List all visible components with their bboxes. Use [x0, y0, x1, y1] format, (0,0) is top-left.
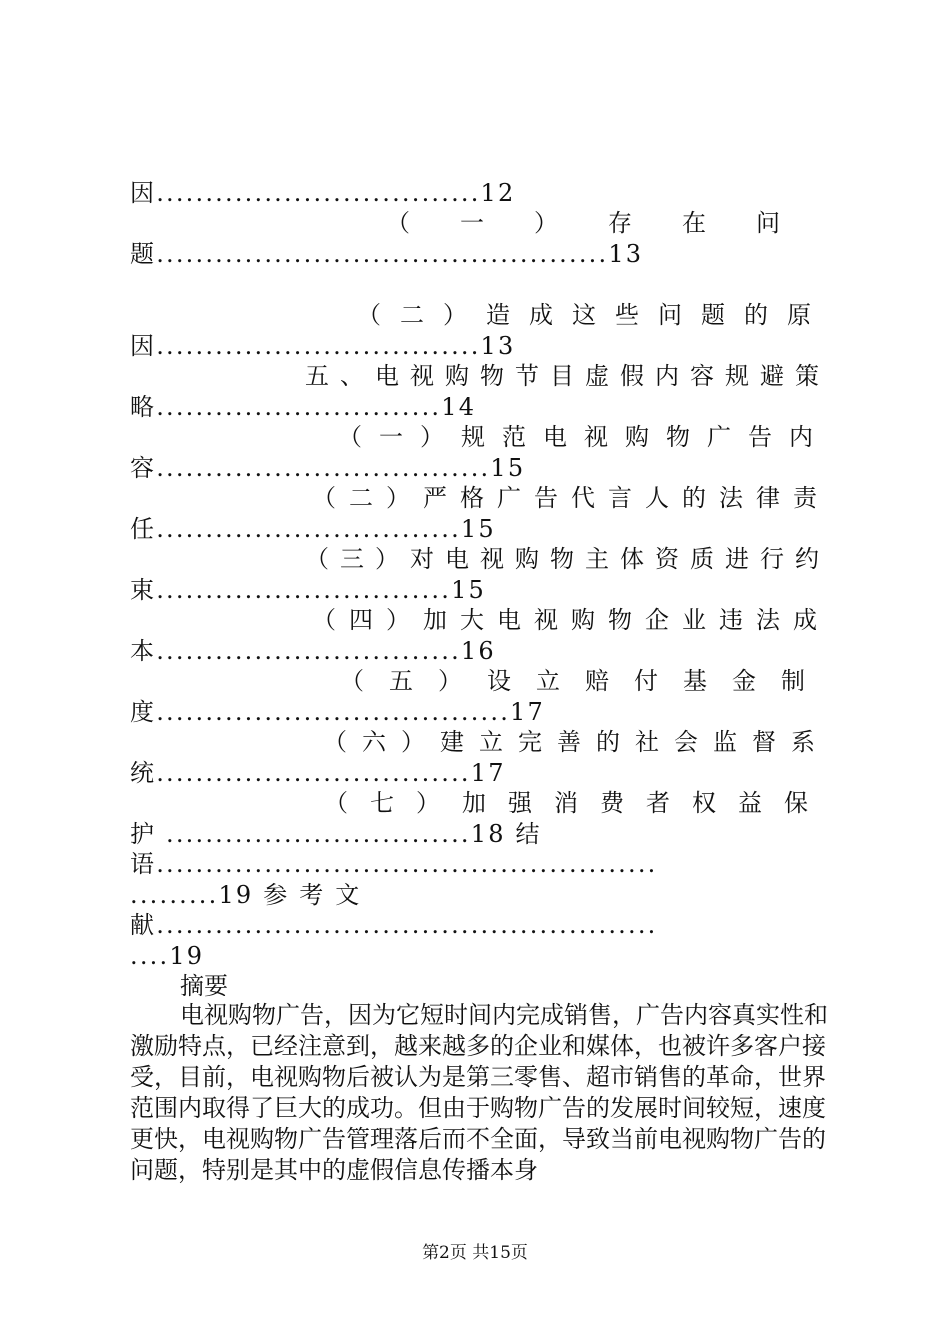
toc-line-text: 容..................................15 [130, 454, 526, 482]
toc-line [130, 908, 830, 942]
toc-line-text: 统................................17 [130, 759, 506, 787]
toc-entry-title: （三）对电视购物主体资质进行约 [305, 545, 830, 573]
abstract-paragraph: 电视购物广告，因为它短时间内完成销售，广告内容真实性和激励特点，已经注意到，越来越多的企业和媒体，也被许多客户接受，目前，电视购物后被认为是第三零售、超市销售的革命，世界范围内取得了巨大的成功。但由于购物广告的发展时间较短，速度更快，电视购物广告管理落后而不全面，导致当前电视购物广告的问题，特别是其中的虚假信息传播本身 [130, 1001, 828, 1184]
toc-line [130, 237, 830, 271]
toc-line-text: 束..............................15 [130, 576, 487, 604]
toc-line-text: .........19 参 考 文 [130, 881, 362, 909]
toc-line-text: 度....................................17 [130, 698, 545, 726]
toc-line-text: 题..............................................13 [130, 240, 644, 268]
toc-line-text: 因.................................13 [130, 332, 516, 360]
toc-line [130, 390, 830, 424]
toc-entry-title: （六）建立完善的社会监督系 [323, 728, 830, 756]
toc-line [130, 847, 830, 881]
toc-line-text: 语................................................... [130, 850, 658, 878]
toc-line [130, 634, 830, 668]
page-footer: 第2页 共15页 [422, 1243, 528, 1263]
toc-line-text: 因.................................12 [130, 179, 516, 207]
toc-entry-title: （二）造成这些问题的原 [357, 301, 830, 329]
toc-line [130, 451, 830, 485]
toc-line [130, 939, 830, 973]
toc-line [130, 329, 830, 363]
toc-entry-title: （二）严格广告代言人的法律责 [312, 484, 830, 512]
toc-line-text: 护 ...............................18 结 [130, 820, 542, 848]
toc-entry-title: （五）设立赔付基金制 [340, 667, 830, 695]
toc-line [130, 573, 830, 607]
toc-line [130, 695, 830, 729]
toc-entry-title: 五、电视购物节目虚假内容规避策 [305, 362, 830, 390]
toc-line-text: ....19 [130, 942, 205, 970]
toc-entry-heading [130, 206, 830, 240]
toc-line [130, 756, 830, 790]
toc-entry-title: （四）加大电视购物企业违法成 [312, 606, 830, 634]
toc-entry-title: （七）加强消费者权益保 [324, 789, 830, 817]
toc-line-text: 任...............................15 [130, 515, 496, 543]
abstract-heading: 摘要 [180, 972, 228, 1000]
toc-line-text: 献................................................... [130, 911, 658, 939]
toc-entry-title: （一）存在问 [386, 209, 830, 237]
toc-line [130, 878, 830, 912]
toc-line-text: 本...............................16 [130, 637, 496, 665]
toc-line-text: 略.............................14 [130, 393, 477, 421]
toc-entry-title: （一）规范电视购物广告内 [338, 423, 830, 451]
toc-line [130, 512, 830, 546]
toc-line [130, 817, 830, 851]
toc-line-1 [130, 176, 830, 210]
